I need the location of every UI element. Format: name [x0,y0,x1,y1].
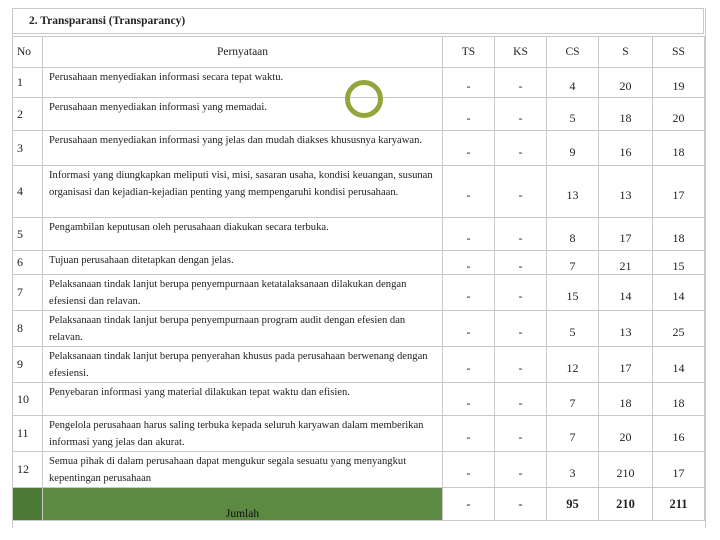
value-ss: 15 [653,251,705,275]
row-number: 10 [13,383,43,416]
row-number: 8 [13,311,43,347]
value-cs: 9 [547,131,599,166]
value-ss: 20 [653,98,705,131]
statement-text: Perusahaan menyediakan informasi yang jelas dan mudah diakses khususnya karyawan. [43,131,443,166]
value-s: 17 [599,218,653,251]
value-cs: 7 [547,383,599,416]
statement-text: Tujuan perusahaan ditetapkan dengan jelas. [43,251,443,275]
value-ss: 19 [653,68,705,98]
table-row [13,347,705,383]
value-ks: - [495,98,547,131]
section-title: 2. Transparansi (Transparancy) [12,8,704,34]
value-ks: - [495,68,547,98]
header-row [13,37,705,68]
value-s: 210 [599,452,653,488]
total-ss: 211 [653,488,705,521]
row-number: 9 [13,347,43,383]
statement-text: Pelaksanaan tindak lanjut berupa penyempurnaan ketatalaksanaan dilakukan dengan efesiensi dan relavan. [43,275,443,311]
table-row [13,452,705,488]
value-ts: - [443,383,495,416]
statement-text: Perusahaan menyediakan informasi yang memadai. [43,98,443,131]
header-statement: Pernyataan [43,37,443,68]
value-ts: - [443,452,495,488]
value-ts: - [443,275,495,311]
statement-text: Perusahaan menyediakan informasi secara tepat waktu. [43,68,443,98]
total-label: Jumlah [225,508,260,520]
header-cs: CS [547,37,599,68]
row-number: 6 [13,251,43,275]
value-cs: 4 [547,68,599,98]
value-ss: 14 [653,347,705,383]
value-ks: - [495,166,547,218]
value-s: 14 [599,275,653,311]
value-ss: 16 [653,416,705,452]
value-ts: - [443,218,495,251]
statement-text: Semua pihak di dalam perusahaan dapat mengukur segala sesuatu yang menyangkut kepentingan perusahaan [43,452,443,488]
row-number: 5 [13,218,43,251]
row-number: 4 [13,166,43,218]
value-s: 18 [599,383,653,416]
row-number: 12 [13,452,43,488]
value-ss: 17 [653,452,705,488]
statement-text: Pengambilan keputusan oleh perusahaan diakukan secara terbuka. [43,218,443,251]
total-cs: 95 [547,488,599,521]
value-ks: - [495,347,547,383]
table-row [13,383,705,416]
header-s: S [599,37,653,68]
value-ks: - [495,452,547,488]
value-ts: - [443,98,495,131]
value-ts: - [443,166,495,218]
total-s: 210 [599,488,653,521]
value-ss: 14 [653,275,705,311]
total-row [13,488,705,521]
value-cs: 7 [547,416,599,452]
value-s: 16 [599,131,653,166]
value-s: 20 [599,416,653,452]
value-ss: 25 [653,311,705,347]
value-s: 20 [599,68,653,98]
value-cs: 15 [547,275,599,311]
value-s: 13 [599,311,653,347]
value-ts: - [443,251,495,275]
statement-text: Pelaksanaan tindak lanjut berupa penyempurnaan program audit dengan efesien dan relavan. [43,311,443,347]
table-row [13,218,705,251]
value-cs: 8 [547,218,599,251]
value-cs: 13 [547,166,599,218]
value-ks: - [495,416,547,452]
value-cs: 3 [547,452,599,488]
value-s: 13 [599,166,653,218]
value-ts: - [443,131,495,166]
row-number: 11 [13,416,43,452]
value-ss: 18 [653,131,705,166]
statement-text: Pelaksanaan tindak lanjut berupa penyerahan khusus pada perusahaan berwenang dengan efesiensi. [43,347,443,383]
value-ss: 18 [653,218,705,251]
total-no-cell [13,488,43,521]
total-ts: - [443,488,495,521]
table-row [13,416,705,452]
value-s: 18 [599,98,653,131]
table-row [13,311,705,347]
value-ks: - [495,275,547,311]
header-ts: TS [443,37,495,68]
value-ks: - [495,218,547,251]
statement-text: Pengelola perusahaan harus saling terbuka kepada seluruh karyawan dalam memberikan informasi yang jelas dan akurat. [43,416,443,452]
row-number: 7 [13,275,43,311]
value-ks: - [495,131,547,166]
value-s: 21 [599,251,653,275]
value-ks: - [495,251,547,275]
header-no: No [13,37,43,68]
statement-text: Informasi yang diungkapkan meliputi visi, misi, sasaran usaha, kondisi keuangan, susunan organisasi dan kejadian-kejadian penting yang mempengaruhi kondisi perusahaan. [43,166,443,218]
value-ks: - [495,311,547,347]
row-number: 1 [13,68,43,98]
statement-text: Penyebaran informasi yang material dilakukan tepat waktu dan efisien. [43,383,443,416]
total-label-cell [43,488,443,521]
value-cs: 12 [547,347,599,383]
value-cs: 5 [547,98,599,131]
total-ks: - [495,488,547,521]
row-number: 3 [13,131,43,166]
table-row [13,131,705,166]
value-s: 17 [599,347,653,383]
value-ks: - [495,383,547,416]
value-ts: - [443,416,495,452]
value-ts: - [443,68,495,98]
table-row [13,166,705,218]
table-row [13,251,705,275]
ring-decoration [345,80,383,118]
value-cs: 7 [547,251,599,275]
value-ss: 17 [653,166,705,218]
value-ts: - [443,311,495,347]
value-ts: - [443,347,495,383]
header-ks: KS [495,37,547,68]
row-number: 2 [13,98,43,131]
table-row [13,275,705,311]
header-ss: SS [653,37,705,68]
value-cs: 5 [547,311,599,347]
value-ss: 18 [653,383,705,416]
